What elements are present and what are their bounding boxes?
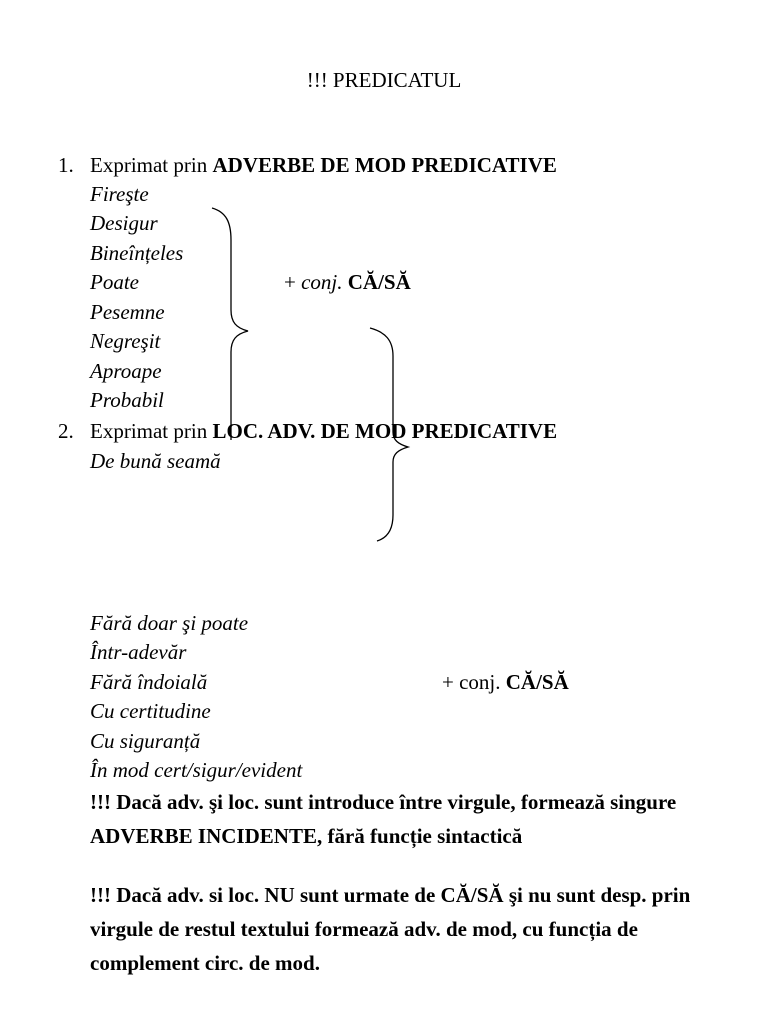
conj-prefix: + conj. bbox=[442, 670, 506, 694]
section-1-heading: ADVERBE DE MOD PREDICATIVE bbox=[212, 153, 557, 177]
locution-item: Cu siguranță bbox=[90, 729, 201, 753]
adverb-item: Negreşit bbox=[90, 329, 161, 353]
note-incident-adverbs: !!! Dacă adv. şi loc. sunt introduce între virgule, formează singure ADVERBE INCIDENTE, fără funcție sintactică bbox=[90, 790, 677, 848]
section-1-number: 1. bbox=[58, 153, 74, 177]
adverb-item: Desigur bbox=[90, 211, 158, 235]
adverb-item: Bineînțeles bbox=[90, 241, 184, 265]
section-2-lead: Exprimat prin bbox=[90, 419, 213, 443]
conj-value: CĂ/SĂ bbox=[505, 670, 569, 694]
section-1-lead: Exprimat prin bbox=[90, 153, 213, 177]
conj-word: conj. bbox=[301, 270, 343, 294]
locution-item: Într-adevăr bbox=[90, 640, 187, 664]
adverb-item: Aproape bbox=[90, 359, 162, 383]
adverb-item: Pesemne bbox=[90, 300, 165, 324]
section-1-conj bbox=[284, 272, 411, 293]
conj-value: CĂ/SĂ bbox=[347, 270, 411, 294]
section-2-heading-line bbox=[90, 421, 557, 442]
note-adverbs-of-manner: !!! Dacă adv. si loc. NU sunt urmate de CĂ/SĂ şi nu sunt desp. prin virgule de restul textului formează adv. de mod, cu funcția de complement circ. de mod. bbox=[90, 883, 691, 975]
section-2-number: 2. bbox=[58, 419, 74, 443]
section-2-heading: LOC. ADV. DE MOD PREDICATIVE bbox=[212, 419, 558, 443]
locution-item: Fără îndoială bbox=[90, 670, 208, 694]
locution-item: În mod cert/sigur/evident bbox=[90, 758, 303, 782]
locution-item: Cu certitudine bbox=[90, 699, 211, 723]
brace-section-1 bbox=[212, 208, 248, 440]
adverb-item: Poate bbox=[90, 270, 139, 294]
section-1-heading-line bbox=[90, 155, 557, 176]
section-2-conj bbox=[442, 672, 569, 693]
locution-item: De bună seamă bbox=[90, 449, 221, 473]
conj-prefix: + bbox=[284, 270, 302, 294]
adverb-item: Probabil bbox=[90, 388, 164, 412]
locution-item: Fără doar şi poate bbox=[90, 611, 249, 635]
adverb-item: Fireşte bbox=[90, 182, 149, 206]
page-title: !!! PREDICATUL bbox=[306, 68, 462, 92]
